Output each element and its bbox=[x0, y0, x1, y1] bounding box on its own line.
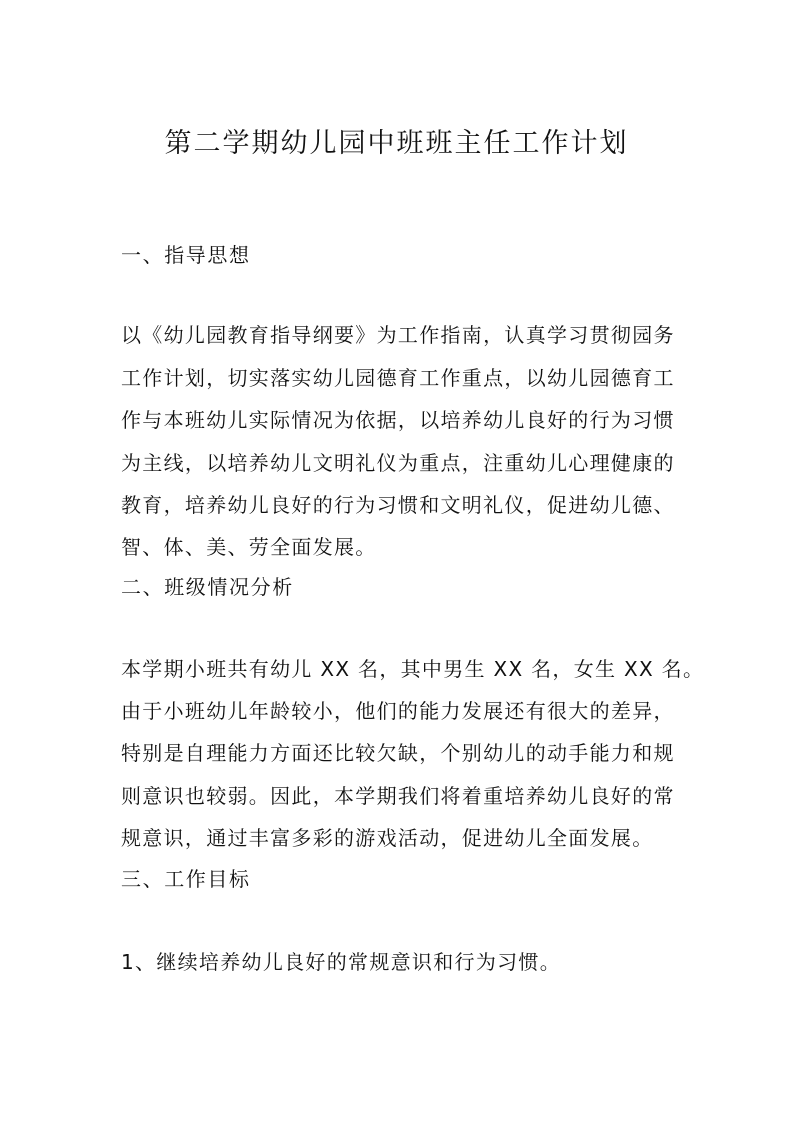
document-title: 第二学期幼儿园中班班主任工作计划 bbox=[164, 128, 629, 159]
paragraph-line: 以《幼儿园教育指导纲要》为工作指南，认真学习贯彻园务 bbox=[121, 323, 675, 347]
section-heading-class-analysis: 二、班级情况分析 bbox=[121, 575, 294, 599]
paragraph-line: 特别是自理能力方面还比较欠缺，个别幼儿的动手能力和规 bbox=[121, 741, 675, 765]
paragraph-line: 作与本班幼儿实际情况为依据，以培养幼儿良好的行为习惯 bbox=[121, 408, 675, 432]
list-item: 1、继续培养幼儿良好的常规意识和行为习惯。 bbox=[121, 950, 562, 974]
paragraph-line: 教育，培养幼儿良好的行为习惯和文明礼仪，促进幼儿德、 bbox=[121, 493, 675, 517]
paragraph-line: 工作计划，切实落实幼儿园德育工作重点，以幼儿园德育工 bbox=[121, 366, 675, 390]
paragraph-line: 规意识，通过丰富多彩的游戏活动，促进幼儿全面发展。 bbox=[121, 826, 654, 850]
paragraph-line: 智、体、美、劳全面发展。 bbox=[121, 535, 377, 559]
paragraph-line: 为主线，以培养幼儿文明礼仪为重点，注重幼儿心理健康的 bbox=[121, 451, 675, 475]
paragraph-line: 本学期小班共有幼儿 XX 名，其中男生 XX 名，女生 XX 名。 bbox=[121, 657, 705, 681]
paragraph-line: 由于小班幼儿年龄较小，他们的能力发展还有很大的差异， bbox=[121, 699, 675, 723]
paragraph-line: 则意识也较弱。因此，本学期我们将着重培养幼儿良好的常 bbox=[121, 784, 675, 808]
section-heading-guiding-ideology: 一、指导思想 bbox=[121, 243, 251, 267]
section-heading-work-goals: 三、工作目标 bbox=[121, 867, 251, 891]
